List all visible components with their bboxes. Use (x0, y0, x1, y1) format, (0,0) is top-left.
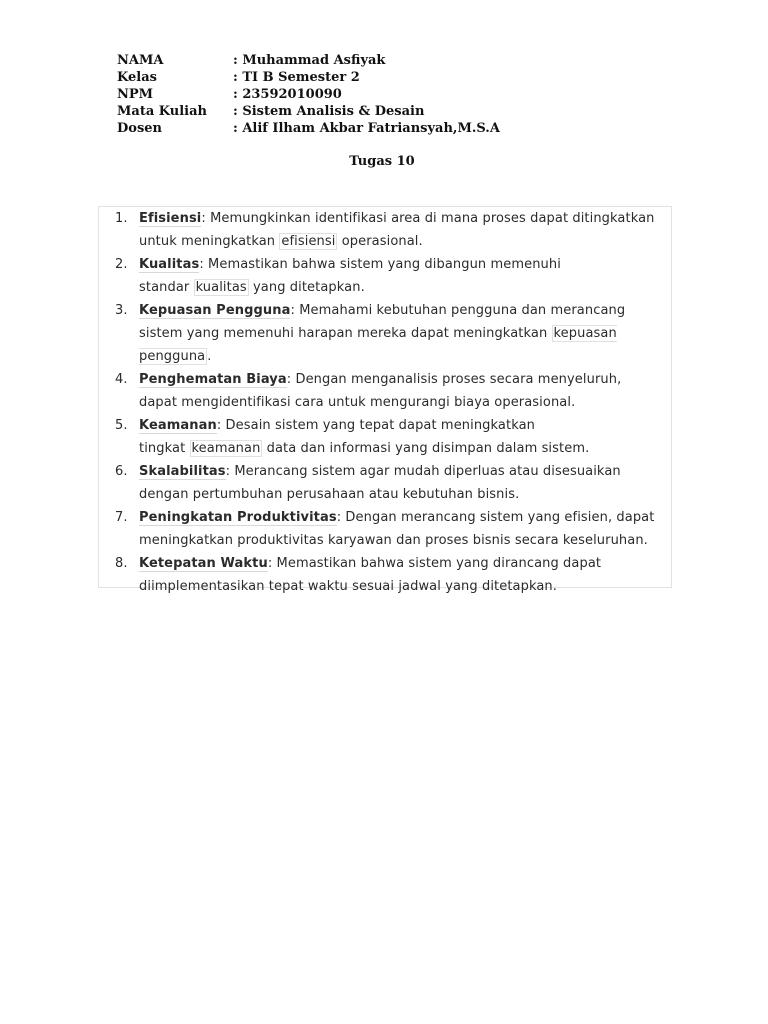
item-text: dapat mengidentifikasi cara untuk mengurangi biaya operasional. (139, 395, 576, 410)
info-value: : TI B Semester 2 (233, 70, 360, 85)
keyword-link[interactable]: efisiensi (281, 234, 336, 249)
info-label: NAMA (117, 53, 164, 68)
item-text: sistem yang memenuhi harapan mereka dapat meningkatkan (139, 326, 552, 341)
list-item (99, 552, 671, 598)
item-term-link[interactable]: Keamanan (139, 418, 217, 433)
item-text: dengan pertumbuhan perusahaan atau kebutuhan bisnis. (139, 487, 520, 502)
info-value: : Alif Ilham Akbar Fatriansyah,M.S.A (233, 121, 500, 136)
item-text: meningkatkan produktivitas karyawan dan proses bisnis secara keseluruhan. (139, 533, 648, 548)
item-text: : Memahami kebutuhan pengguna dan merancang (290, 303, 626, 318)
item-term-link[interactable]: Skalabilitas (139, 464, 226, 479)
list-item (99, 460, 671, 506)
item-text: : Desain sistem yang tepat dapat meningkatkan (216, 418, 536, 433)
item-text: : Memungkinkan identifikasi area di mana proses dapat ditingkatkan (201, 211, 655, 226)
item-term-link[interactable]: Ketepatan Waktu (139, 556, 268, 571)
info-value: : Sistem Analisis & Desain (233, 104, 425, 119)
benefits-list (99, 207, 671, 598)
list-item (99, 414, 671, 460)
info-label: Kelas (117, 70, 157, 85)
info-row-dosen (117, 120, 500, 137)
info-row-kelas (117, 69, 500, 86)
item-text: : Memastikan bahwa sistem yang dibangun memenuhi (199, 257, 561, 272)
benefits-list-box (98, 206, 672, 594)
item-term-link[interactable]: Kepuasan Pengguna (139, 303, 291, 318)
item-text: yang ditetapkan. (248, 280, 365, 295)
item-number: 5. (115, 418, 128, 433)
list-item (99, 368, 671, 414)
item-number: 1. (115, 211, 128, 226)
keyword-link[interactable]: keamanan (191, 441, 261, 456)
item-text: : Dengan merancang sistem yang efisien, dapat (336, 510, 655, 525)
list-item (99, 506, 671, 552)
item-term-link[interactable]: Penghematan Biaya (139, 372, 287, 387)
item-number: 6. (115, 464, 128, 479)
info-label: Dosen (117, 121, 162, 136)
list-item (99, 253, 671, 299)
item-text: data dan informasi yang disimpan dalam sistem. (262, 441, 590, 456)
item-text: operasional. (337, 234, 423, 249)
assignment-title: Tugas 10 (349, 154, 415, 169)
info-label: Mata Kuliah (117, 104, 207, 119)
info-label: NPM (117, 87, 154, 102)
item-number: 7. (115, 510, 128, 525)
keyword-link[interactable]: kualitas (195, 280, 247, 295)
item-number: 8. (115, 556, 128, 571)
item-text: untuk meningkatkan (139, 234, 280, 249)
list-item (99, 207, 671, 253)
item-text: : Memastikan bahwa sistem yang dirancang dapat (267, 556, 602, 571)
info-row-mata-kuliah (117, 103, 500, 120)
item-number: 3. (115, 303, 128, 318)
info-value: : 23592010090 (233, 87, 342, 102)
item-text: tingkat (139, 441, 190, 456)
list-item (99, 299, 671, 368)
item-number: 2. (115, 257, 128, 272)
info-value: : Muhammad Asfiyak (233, 53, 386, 68)
item-text: : Dengan menganalisis proses secara menyeluruh, (286, 372, 622, 387)
student-info-header (117, 52, 500, 137)
item-text: diimplementasikan tepat waktu sesuai jadwal yang ditetapkan. (139, 579, 557, 594)
info-row-npm (117, 86, 500, 103)
item-text: . (207, 349, 212, 364)
item-term-link[interactable]: Kualitas (139, 257, 200, 272)
item-number: 4. (115, 372, 128, 387)
keyword-link[interactable]: kepuasan pengguna (139, 326, 617, 364)
item-text: standar (139, 280, 194, 295)
item-text: : Merancang sistem agar mudah diperluas atau disesuaikan (225, 464, 621, 479)
item-term-link[interactable]: Peningkatan Produktivitas (139, 510, 337, 525)
info-row-nama (117, 52, 500, 69)
item-term-link[interactable]: Efisiensi (139, 211, 202, 226)
